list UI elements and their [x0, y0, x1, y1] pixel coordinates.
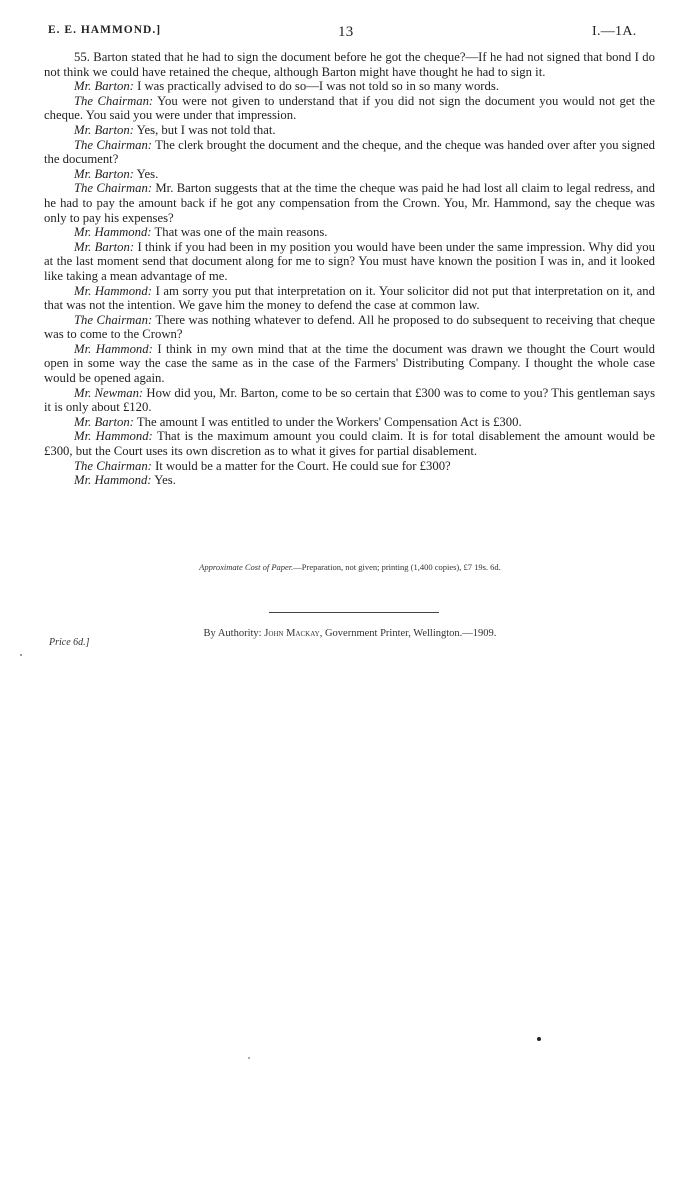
transcript-paragraph	[44, 167, 655, 182]
statement: There was nothing whatever to defend. All he proposed to do subsequent to receiving that cheque was to come to the Crown?	[44, 312, 655, 342]
speaker: Mr. Hammond:	[74, 341, 153, 356]
transcript-paragraph	[44, 79, 655, 94]
statement: That is the maximum amount you could claim. It is for total disablement the amount would be £300, but the Court uses its own discretion as to what it gives for partial disablement.	[44, 429, 655, 459]
speaker: Mr. Hammond:	[74, 225, 152, 240]
transcript-paragraph	[44, 240, 655, 284]
transcript-paragraph	[44, 429, 655, 458]
speaker: The Chairman:	[74, 181, 153, 196]
speaker: Mr. Hammond:	[74, 283, 152, 298]
transcript-paragraph	[44, 342, 655, 386]
cost-note	[0, 562, 700, 572]
divider-rule	[269, 612, 439, 613]
transcript-paragraph	[44, 459, 655, 474]
speaker: The Chairman:	[74, 93, 154, 108]
transcript-paragraph	[44, 473, 655, 488]
statement: I think in my own mind that at the time the document was drawn we thought the Court would open in some way the case the same as in the case of the Farmers' Distributing Company. I thought the whole case would be opened again.	[44, 341, 656, 386]
authority-prefix: By Authority:	[203, 628, 265, 639]
statement: 55. Barton stated that he had to sign the document before he got the cheque?—If he had not signed that bond I do not think we could have retained the cheque, although Barton might have thought he had to sign it.	[44, 50, 655, 79]
statement: The clerk brought the document and the cheque, and the cheque was handed over after you signed the document?	[44, 137, 656, 167]
statement: I was practically advised to do so—I was not told so in so many words.	[133, 79, 499, 94]
speaker: Mr. Hammond:	[74, 473, 152, 488]
statement: I think if you had been in my position you would have been under the same impression. Why did you at the last moment send that document along for me to sign? You must have known the position I was in, and it looked like taking a mean advantage of me.	[44, 239, 655, 283]
statement: The amount I was entitled to under the Workers' Compensation Act is £300.	[133, 414, 522, 429]
paper-reference: I.—1A.	[592, 24, 637, 39]
printer-name: John Mackay	[264, 628, 320, 639]
statement: I am sorry you put that interpretation on it. Your solicitor did not put that interpretation on it, and that was not the intention. We gave him the money to defend the case at common law.	[44, 283, 655, 313]
transcript-paragraph	[44, 181, 655, 225]
statement: That was one of the main reasons.	[151, 225, 328, 240]
transcript-paragraph	[44, 94, 655, 123]
speaker: Mr. Newman:	[74, 385, 144, 400]
speaker: The Chairman:	[74, 458, 152, 473]
scan-speck	[248, 1057, 250, 1059]
scan-speck	[20, 654, 22, 656]
transcript-paragraph	[44, 225, 655, 240]
scan-speck	[537, 1037, 541, 1041]
transcript-paragraph	[44, 284, 655, 313]
speaker: Mr. Barton:	[74, 122, 134, 137]
speaker: The Chairman:	[74, 312, 153, 327]
statement: Mr. Barton suggests that at the time the cheque was paid he had lost all claim to legal redress, and he had to pay the amount back if he got any compensation from the Crown. You, Mr. Hammond, say the cheque was only to pay his expenses?	[44, 181, 655, 225]
transcript-body	[44, 50, 655, 488]
cost-note-text: —Preparation, not given; printing (1,400 copies), £7 19s. 6d.	[293, 562, 501, 572]
price-label: Price 6d.]	[49, 637, 90, 648]
printer-authority	[0, 628, 700, 639]
speaker: Mr. Barton:	[74, 166, 134, 181]
speaker: The Chairman:	[74, 137, 153, 152]
transcript-paragraph	[44, 313, 655, 342]
cost-note-label: Approximate Cost of Paper.	[199, 562, 294, 572]
transcript-paragraph	[44, 415, 655, 430]
statement: How did you, Mr. Barton, come to be so certain that £300 was to come to you? This gentleman says it is only about £120.	[44, 385, 656, 415]
speaker: Mr. Barton:	[74, 239, 135, 254]
header-witness-name: E. E. HAMMOND.]	[48, 24, 162, 36]
statement: You were not given to understand that if you did not sign the document you would not get the cheque. You said you were under that impression.	[44, 93, 655, 123]
page-number: 13	[338, 24, 354, 40]
authority-suffix: , Government Printer, Wellington.—1909.	[319, 628, 497, 639]
statement: Yes.	[151, 473, 176, 488]
speaker: Mr. Barton:	[74, 79, 134, 94]
statement: Yes, but I was not told that.	[133, 122, 276, 137]
transcript-paragraph	[44, 138, 655, 167]
transcript-paragraph	[44, 386, 655, 415]
transcript-paragraph	[44, 123, 655, 138]
transcript-paragraph	[44, 50, 655, 79]
statement: Yes.	[133, 166, 159, 181]
statement: It would be a matter for the Court. He could sue for £300?	[151, 458, 451, 473]
speaker: Mr. Barton:	[74, 414, 134, 429]
speaker: Mr. Hammond:	[74, 429, 153, 444]
